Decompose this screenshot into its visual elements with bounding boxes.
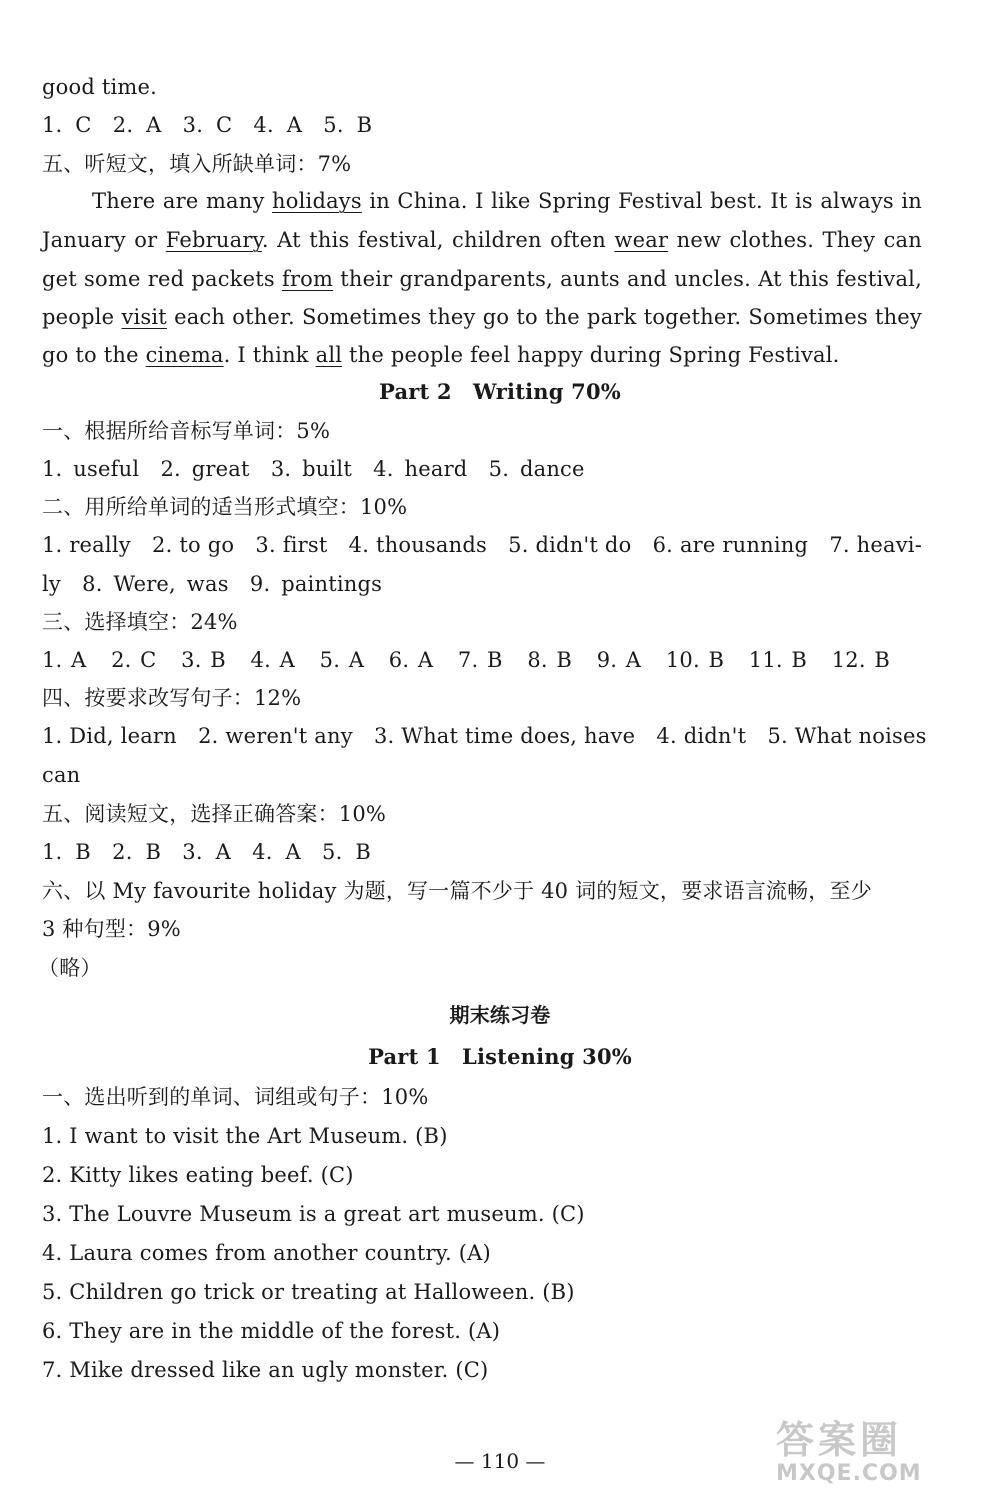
passage-text: new clothes. They can xyxy=(668,228,922,252)
part-heading: Part 2 Writing 70% xyxy=(379,379,621,404)
watermark-logo xyxy=(776,1418,986,1490)
watermark-url: MXQE.COM xyxy=(776,1461,922,1486)
section-heading: 二、用所给单词的适当形式填空：10% xyxy=(42,495,408,519)
passage-text: get some red packets xyxy=(42,267,282,291)
filled-blank: all xyxy=(315,343,343,367)
passage-text: go to the xyxy=(42,343,146,367)
answer-line: 6. They are in the middle of the forest. (A) xyxy=(42,1319,501,1343)
passage-text: . I think xyxy=(223,343,316,367)
section-heading: 四、按要求改写句子：12% xyxy=(42,686,302,710)
watermark-text: 答案圈 xyxy=(776,1418,903,1462)
passage-text: There are many xyxy=(92,189,273,213)
passage-line xyxy=(92,186,922,216)
answer-line: 3. The Louvre Museum is a great art museum. (C) xyxy=(42,1202,585,1226)
filled-blank: visit xyxy=(121,305,167,329)
part-heading: Part 1 Listening 30% xyxy=(368,1044,632,1069)
section-heading: 六、以 My favourite holiday 为题，写一篇不少于 40 词的短文，要求语言流畅，至少 xyxy=(42,879,872,903)
answer-line: 1. A 2. C 3. B 4. A 5. A 6. A 7. B 8. B 9. A 10. B 11. B 12. B xyxy=(42,648,890,672)
answer-line: 1. C 2. A 3. C 4. A 5. B xyxy=(42,113,373,137)
section-heading: 五、阅读短文，选择正确答案：10% xyxy=(42,802,387,826)
filled-blank: from xyxy=(281,267,334,291)
answer-line: ly 8. Were, was 9. paintings xyxy=(42,572,383,596)
answer-line: 2. Kitty likes eating beef. (C) xyxy=(42,1163,354,1187)
section-heading: 五、听短文，填入所缺单词：7% xyxy=(42,152,352,176)
passage-text: the people feel happy during Spring Festival. xyxy=(342,343,840,367)
filled-blank: holidays xyxy=(272,189,362,213)
passage-line xyxy=(42,302,922,332)
passage-text: . At this festival, children often xyxy=(261,228,615,252)
section-heading: 三、选择填空：24% xyxy=(42,610,238,634)
answer-line: 4. Laura comes from another country. (A) xyxy=(42,1241,491,1265)
filled-blank: February xyxy=(165,228,262,252)
answer-line: can xyxy=(42,763,81,787)
answer-line: 1. useful 2. great 3. built 4. heard 5. dance xyxy=(42,457,585,481)
section-heading: 一、根据所给音标写单词：5% xyxy=(42,419,331,443)
passage-text: in China. I like Spring Festival best. It is always in xyxy=(361,189,922,213)
answer-line: （略） xyxy=(38,956,102,980)
passage-text: people xyxy=(42,305,122,329)
section-heading: 3 种句型：9% xyxy=(42,917,181,941)
text-line: good time. xyxy=(42,75,158,99)
answer-line: 5. Children go trick or treating at Halloween. (B) xyxy=(42,1280,575,1304)
passage-text: January or xyxy=(42,228,166,252)
answer-line: 1. B 2. B 3. A 4. A 5. B xyxy=(42,840,371,864)
filled-blank: cinema xyxy=(145,343,224,367)
section-heading: 一、选出听到的单词、词组或句子：10% xyxy=(42,1085,429,1109)
passage-line xyxy=(42,340,922,370)
filled-blank: wear xyxy=(614,228,669,252)
page-number: — 110 — xyxy=(454,1449,546,1473)
passage-text: their grandparents, aunts and uncles. At this festival, xyxy=(333,267,922,291)
exam-title: 期末练习卷 xyxy=(449,1003,551,1027)
answer-line: 7. Mike dressed like an ugly monster. (C) xyxy=(42,1358,489,1382)
answer-line: 1. really 2. to go 3. first 4. thousands 5. didn't do 6. are running 7. heavi- xyxy=(42,533,922,557)
passage-text: each other. Sometimes they go to the park together. Sometimes they xyxy=(166,305,922,329)
passage-line xyxy=(42,225,922,255)
answer-line: 1. Did, learn 2. weren't any 3. What time does, have 4. didn't 5. What noises xyxy=(42,724,927,748)
passage-line xyxy=(42,264,922,294)
answer-line: 1. I want to visit the Art Museum. (B) xyxy=(42,1124,448,1148)
